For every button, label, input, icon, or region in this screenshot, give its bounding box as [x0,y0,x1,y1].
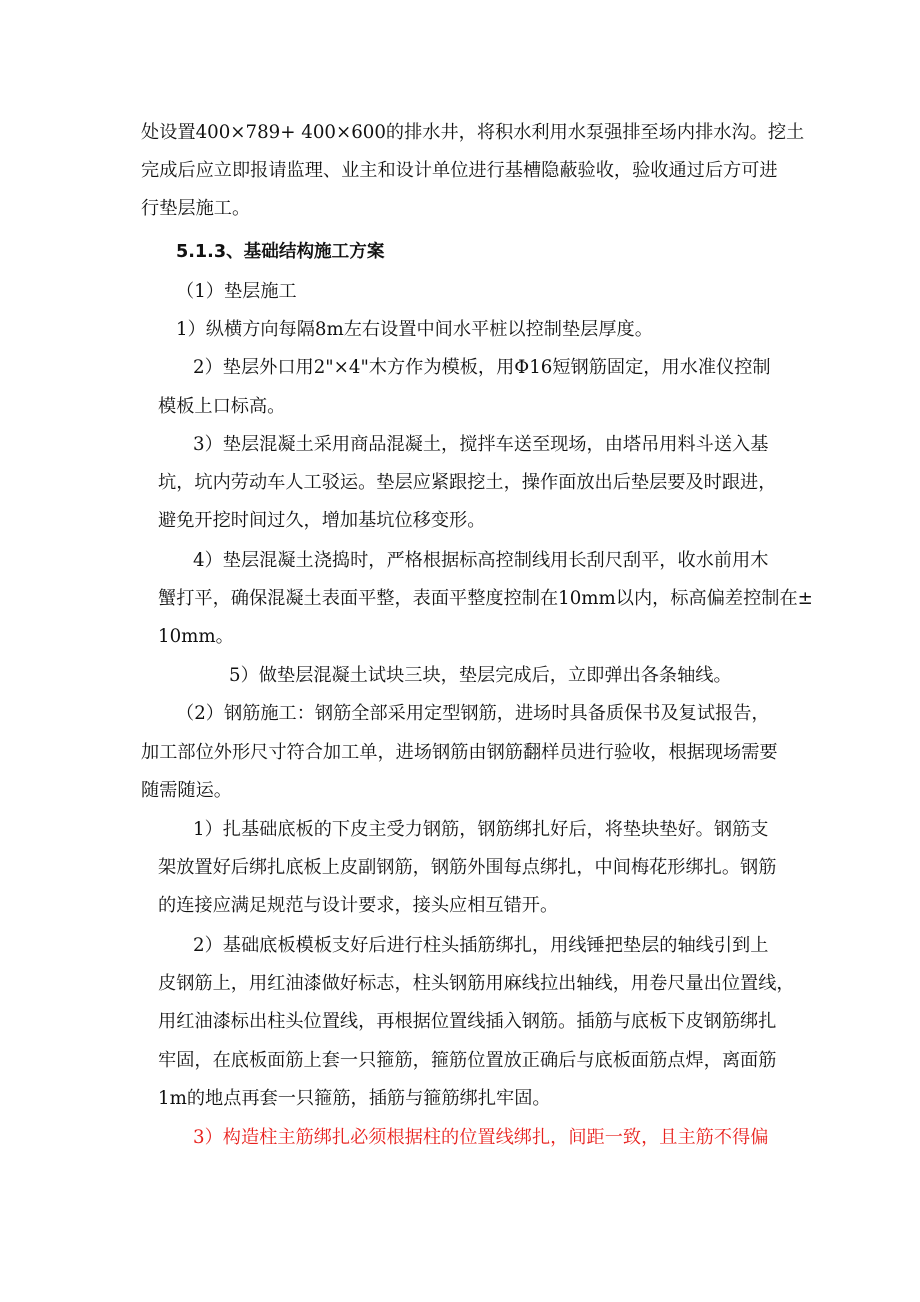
paragraph-line: 加工部位外形尺寸符合加工单，进场钢筋由钢筋翻样员进行验收，根据现场需要 [141,742,778,763]
paragraph-line: 模板上口标高。 [158,396,286,417]
paragraph-line: 牢固，在底板面筋上套一只箍筋，箍筋位置放正确后与底板面筋点焊，离面筋 [158,1050,777,1071]
subsection-title: （1）垫层施工 [176,281,297,302]
paragraph-line: 架放置好后绑扎底板上皮副钢筋，钢筋外围每点绑扎，中间梅花形绑扎。钢筋 [158,857,777,878]
section-heading: 5.1.3、基础结构施工方案 [176,242,385,262]
highlighted-paragraph-line: 3）构造柱主筋绑扎必须根据柱的位置线绑扎，间距一致，且主筋不得偏 [193,1127,769,1148]
paragraph-line: 处设置400×789+ 400×600的排水井，将积水利用水泵强排至场内排水沟。挖土 [141,122,805,143]
paragraph-line: 避免开挖时间过久，增加基坑位移变形。 [158,510,486,531]
paragraph-line: 的连接应满足规范与设计要求，接头应相互错开。 [158,895,559,916]
paragraph-line: 1）扎基础底板的下皮主受力钢筋，钢筋绑扎好后，将垫块垫好。钢筋支 [193,819,769,840]
paragraph-line: 完成后应立即报请监理、业主和设计单位进行基槽隐蔽验收，验收通过后方可进 [141,160,778,181]
paragraph-line: 10mm。 [158,626,234,647]
paragraph-line: 用红油漆标出柱头位置线，再根据位置线插入钢筋。插筋与底板下皮钢筋绑扎 [158,1011,777,1032]
paragraph-line: 蟹打平，确保混凝土表面平整，表面平整度控制在10mm以内，标高偏差控制在± [158,588,813,609]
paragraph-line: 5）做垫层混凝土试块三块，垫层完成后，立即弹出各条轴线。 [229,665,732,686]
paragraph-line: 坑，坑内劳动车人工驳运。垫层应紧跟挖土，操作面放出后垫层要及时跟进， [158,472,777,493]
paragraph-line: 3）垫层混凝土采用商品混凝土，搅拌车送至现场，由塔吊用料斗送入基 [193,434,769,455]
paragraph-line: （2）钢筋施工：钢筋全部采用定型钢筋，进场时具备质保书及复试报告， [176,703,770,724]
paragraph-line: 1）纵横方向每隔8m左右设置中间水平桩以控制垫层厚度。 [176,319,653,340]
paragraph-line: 随需随运。 [141,780,232,801]
paragraph-line: 1m的地点再套一只箍筋，插筋与箍筋绑扎牢固。 [158,1088,551,1109]
paragraph-line: 皮钢筋上，用红油漆做好标志，柱头钢筋用麻线拉出轴线，用卷尺量出位置线， [158,973,795,994]
paragraph-line: 4）垫层混凝土浇捣时，严格根据标高控制线用长刮尺刮平，收水前用木 [193,550,769,571]
paragraph-line: 2）垫层外口用2"×4"木方作为模板，用Φ16短钢筋固定，用水准仪控制 [193,357,771,378]
paragraph-line: 2）基础底板模板支好后进行柱头插筋绑扎，用线锤把垫层的轴线引到上 [193,935,769,956]
paragraph-line: 行垫层施工。 [141,198,251,219]
